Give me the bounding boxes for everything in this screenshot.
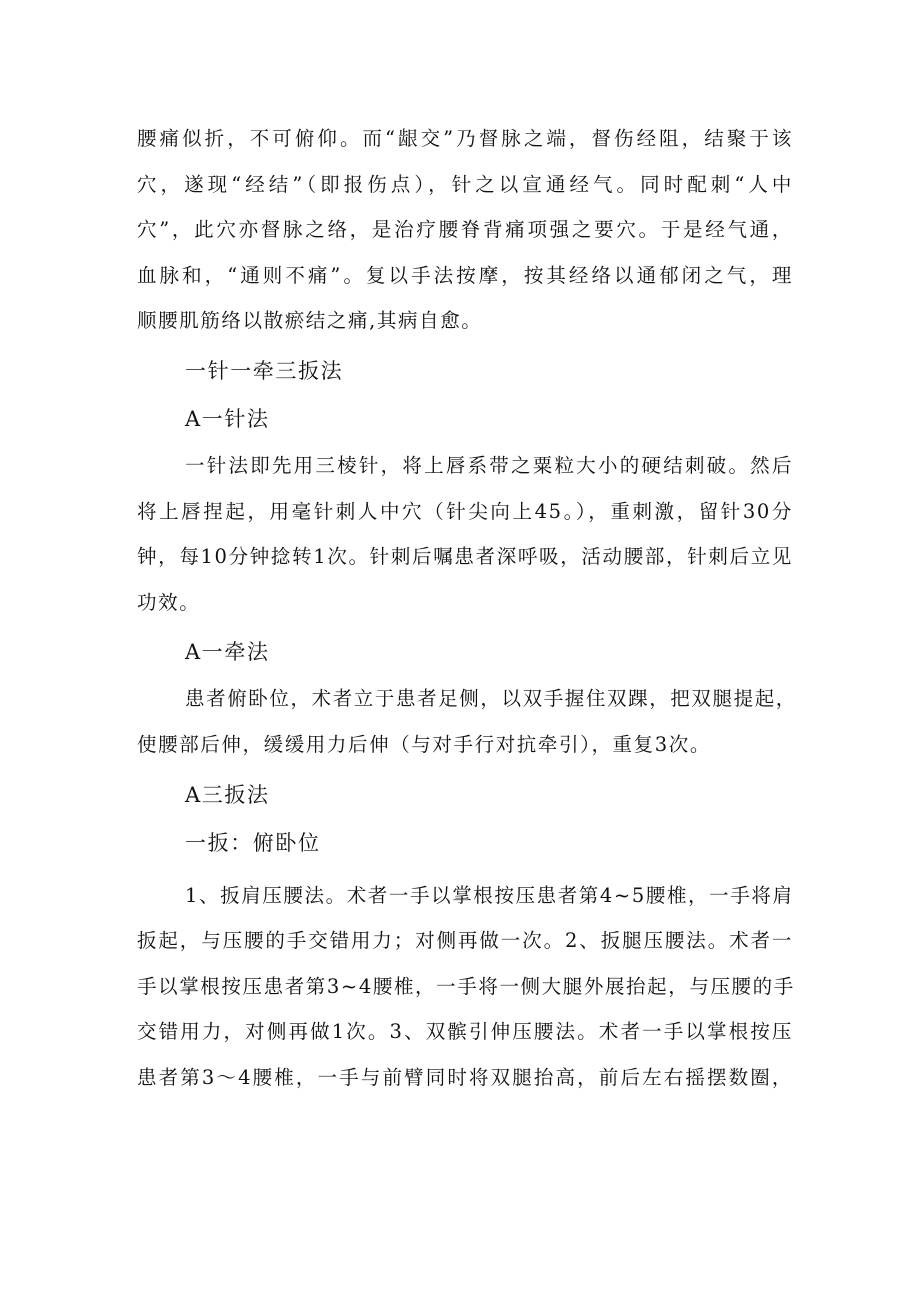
text-line: 钟，每10分钟捻转1次。针刺后嘱患者深呼吸，活动腰部，针刺后立见 [137,545,793,569]
text-line: 顺腰肌筋络以散瘀结之痛,其病自愈。 [137,309,483,333]
text-line: 交错用力，对侧再做1次。3、双髌引伸压腰法。术者一手以掌根按压 [137,1020,793,1044]
subsection-heading-prone: 一扳：俯卧位 [185,830,321,855]
text-line: 患者第3～4腰椎，一手与前臂同时将双腿抬高，前后左右摇摆数圈， [137,1065,793,1089]
text-line: 手以掌根按压患者第3~4腰椎，一手将一侧大腿外展抬起，与压腰的手 [137,974,795,998]
document-body [137,116,797,1101]
paragraph-continuation [137,116,793,344]
subsection-heading-needle: A一针法 [185,406,270,431]
text-line: 扳起，与压腰的手交错用力；对侧再做一次。2、扳腿压腰法。术者一 [137,929,793,953]
text-line: 血脉和，“通则不痛”。复以手法按摩，按其经络以通郁闭之气，理 [137,263,793,287]
paragraph-needle-method [137,443,793,625]
text-line: 使腰部后伸，缓缓用力后伸（与对手行对抗牵引），重复3次。 [137,732,711,756]
text-line: 1、扳肩压腰法。术者一手以掌根按压患者第4~5腰椎，一手将肩 [185,883,794,907]
subsection-heading-manipulation: A三扳法 [185,782,270,807]
text-line: 患者俯卧位，术者立于患者足侧，以双手握住双踝，把双腿提起， [185,687,797,711]
paragraph-traction-method [137,676,797,767]
subsection-heading-traction: A一牵法 [185,640,270,665]
text-line: 功效。 [137,590,201,614]
text-line: 穴”，此穴亦督脉之络，是治疗腰脊背痛项强之要穴。于是经气通， [137,218,793,242]
section-heading: 一针一牵三扳法 [185,358,344,383]
text-line: 一针法即先用三棱针，将上唇系带之粟粒大小的硬结刺破。然后 [185,453,793,477]
paragraph-manipulation-steps [137,873,793,1101]
text-line: 穴，遂现“经结”（即报伤点），针之以宣通经气。同时配刺“人中 [137,172,793,196]
text-line: 将上唇捏起，用毫针刺人中穴（针尖向上45。），重刺激，留针30分 [137,499,793,523]
text-line: 腰痛似折，不可俯仰。而“龈交”乃督脉之端，督伤经阻，结聚于该 [137,127,793,150]
